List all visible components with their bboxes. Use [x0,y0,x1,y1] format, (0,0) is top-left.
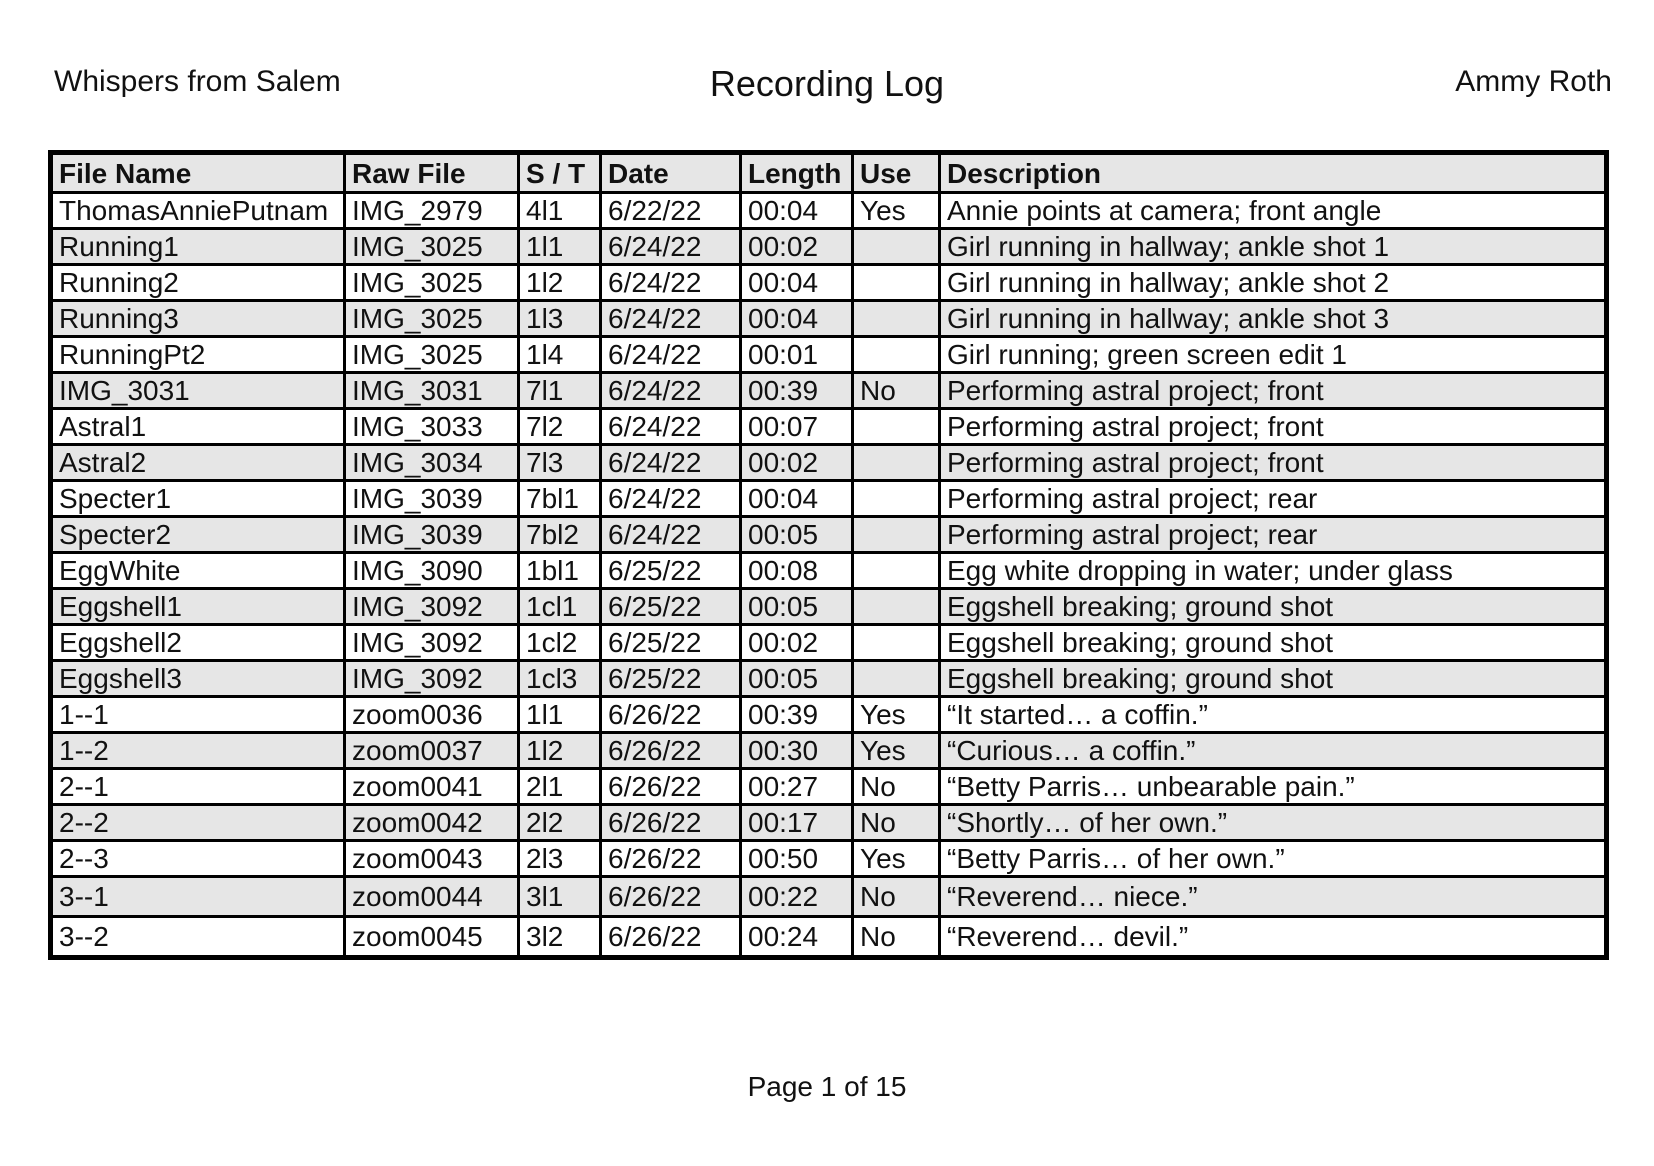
table-row [51,805,1607,841]
cell-date: 6/24/22 [601,517,741,553]
cell-length: 00:02 [741,445,853,481]
cell-use [853,301,940,337]
cell-raw-file: zoom0045 [345,917,519,958]
cell-description: “Shortly… of her own.” [940,805,1607,841]
cell-scene-take: 7bl1 [519,481,601,517]
cell-description: Eggshell breaking; ground shot [940,661,1607,697]
cell-raw-file: IMG_3092 [345,661,519,697]
cell-length: 00:17 [741,805,853,841]
table-row [51,409,1607,445]
table-row [51,337,1607,373]
cell-scene-take: 1l3 [519,301,601,337]
cell-scene-take: 7l2 [519,409,601,445]
cell-date: 6/24/22 [601,229,741,265]
cell-scene-take: 1l4 [519,337,601,373]
table-row [51,917,1607,958]
cell-file-name: RunningPt2 [51,337,345,373]
table-body [51,193,1607,958]
cell-raw-file: IMG_3025 [345,301,519,337]
column-header-date: Date [601,153,741,193]
cell-use: Yes [853,697,940,733]
cell-raw-file: IMG_3039 [345,481,519,517]
table-row [51,661,1607,697]
cell-date: 6/24/22 [601,337,741,373]
cell-description: Annie points at camera; front angle [940,193,1607,229]
column-header-scene-take: S / T [519,153,601,193]
cell-raw-file: IMG_3090 [345,553,519,589]
cell-length: 00:30 [741,733,853,769]
cell-use: No [853,373,940,409]
cell-scene-take: 2l2 [519,805,601,841]
cell-raw-file: zoom0044 [345,877,519,917]
cell-use: No [853,769,940,805]
cell-scene-take: 1l1 [519,229,601,265]
table-row [51,373,1607,409]
cell-file-name: Specter2 [51,517,345,553]
table-row [51,265,1607,301]
cell-description: “Betty Parris… of her own.” [940,841,1607,877]
cell-use: No [853,877,940,917]
cell-scene-take: 7l3 [519,445,601,481]
cell-description: Girl running in hallway; ankle shot 3 [940,301,1607,337]
cell-scene-take: 1l2 [519,265,601,301]
cell-date: 6/26/22 [601,769,741,805]
cell-raw-file: IMG_2979 [345,193,519,229]
cell-length: 00:50 [741,841,853,877]
column-header-use: Use [853,153,940,193]
cell-description: Performing astral project; rear [940,517,1607,553]
cell-file-name: Eggshell1 [51,589,345,625]
column-header-file-name: File Name [51,153,345,193]
cell-use: Yes [853,841,940,877]
table-row [51,625,1607,661]
cell-raw-file: IMG_3025 [345,229,519,265]
cell-length: 00:08 [741,553,853,589]
cell-file-name: Astral1 [51,409,345,445]
recording-log-table [48,150,1609,960]
cell-raw-file: IMG_3092 [345,625,519,661]
cell-scene-take: 1cl3 [519,661,601,697]
cell-use [853,625,940,661]
cell-date: 6/26/22 [601,733,741,769]
cell-use [853,589,940,625]
cell-scene-take: 2l3 [519,841,601,877]
cell-description: Performing astral project; front [940,409,1607,445]
cell-raw-file: IMG_3025 [345,265,519,301]
table-row [51,589,1607,625]
cell-file-name: Astral2 [51,445,345,481]
cell-description: “Curious… a coffin.” [940,733,1607,769]
cell-file-name: 1--2 [51,733,345,769]
table-row [51,445,1607,481]
cell-date: 6/24/22 [601,481,741,517]
cell-scene-take: 2l1 [519,769,601,805]
cell-description: Performing astral project; front [940,445,1607,481]
table-row [51,877,1607,917]
cell-date: 6/26/22 [601,917,741,958]
cell-use [853,661,940,697]
cell-raw-file: IMG_3031 [345,373,519,409]
table-row [51,301,1607,337]
cell-date: 6/25/22 [601,661,741,697]
cell-description: Egg white dropping in water; under glass [940,553,1607,589]
cell-file-name: 3--1 [51,877,345,917]
cell-date: 6/25/22 [601,625,741,661]
column-header-description: Description [940,153,1607,193]
cell-use [853,265,940,301]
table-row [51,229,1607,265]
cell-date: 6/24/22 [601,373,741,409]
cell-use: Yes [853,733,940,769]
cell-file-name: 2--3 [51,841,345,877]
cell-date: 6/24/22 [601,445,741,481]
cell-length: 00:05 [741,589,853,625]
cell-raw-file: IMG_3039 [345,517,519,553]
cell-file-name: Running1 [51,229,345,265]
cell-description: Eggshell breaking; ground shot [940,589,1607,625]
cell-length: 00:01 [741,337,853,373]
cell-use [853,409,940,445]
cell-scene-take: 1cl2 [519,625,601,661]
cell-length: 00:05 [741,517,853,553]
cell-description: Girl running in hallway; ankle shot 1 [940,229,1607,265]
table-header-row [51,153,1607,193]
cell-length: 00:05 [741,661,853,697]
cell-date: 6/26/22 [601,841,741,877]
cell-scene-take: 1cl1 [519,589,601,625]
cell-raw-file: zoom0036 [345,697,519,733]
cell-date: 6/25/22 [601,589,741,625]
cell-use [853,337,940,373]
cell-raw-file: zoom0042 [345,805,519,841]
cell-date: 6/26/22 [601,805,741,841]
cell-raw-file: zoom0043 [345,841,519,877]
cell-description: “Reverend… devil.” [940,917,1607,958]
cell-length: 00:39 [741,373,853,409]
cell-date: 6/25/22 [601,553,741,589]
project-title: Whispers from Salem [54,65,341,98]
cell-scene-take: 1l1 [519,697,601,733]
cell-file-name: Eggshell3 [51,661,345,697]
cell-scene-take: 3l1 [519,877,601,917]
cell-length: 00:04 [741,301,853,337]
cell-scene-take: 3l2 [519,917,601,958]
cell-use: No [853,805,940,841]
cell-file-name: Running2 [51,265,345,301]
cell-date: 6/22/22 [601,193,741,229]
cell-use [853,553,940,589]
page-title: Recording Log [709,63,945,104]
cell-use: Yes [853,193,940,229]
cell-file-name: EggWhite [51,553,345,589]
cell-length: 00:04 [741,265,853,301]
cell-description: Performing astral project; front [940,373,1607,409]
cell-raw-file: IMG_3092 [345,589,519,625]
cell-raw-file: IMG_3025 [345,337,519,373]
cell-length: 00:04 [741,481,853,517]
cell-date: 6/24/22 [601,265,741,301]
cell-use [853,481,940,517]
table-row [51,733,1607,769]
cell-raw-file: zoom0037 [345,733,519,769]
cell-raw-file: IMG_3033 [345,409,519,445]
cell-raw-file: zoom0041 [345,769,519,805]
cell-file-name: ThomasAnniePutnam [51,193,345,229]
cell-description: “Reverend… niece.” [940,877,1607,917]
author-name: Ammy Roth [1455,65,1612,98]
cell-scene-take: 7l1 [519,373,601,409]
cell-length: 00:39 [741,697,853,733]
cell-scene-take: 7bl2 [519,517,601,553]
cell-description: “Betty Parris… unbearable pain.” [940,769,1607,805]
cell-scene-take: 1l2 [519,733,601,769]
table-row [51,841,1607,877]
cell-date: 6/26/22 [601,697,741,733]
cell-scene-take: 1bl1 [519,553,601,589]
cell-use [853,445,940,481]
cell-date: 6/24/22 [601,409,741,445]
cell-length: 00:07 [741,409,853,445]
table-row [51,481,1607,517]
cell-description: “It started… a coffin.” [940,697,1607,733]
cell-length: 00:22 [741,877,853,917]
cell-scene-take: 4l1 [519,193,601,229]
column-header-length: Length [741,153,853,193]
cell-description: Girl running in hallway; ankle shot 2 [940,265,1607,301]
cell-date: 6/24/22 [601,301,741,337]
cell-file-name: 2--1 [51,769,345,805]
cell-length: 00:02 [741,229,853,265]
cell-length: 00:04 [741,193,853,229]
cell-length: 00:27 [741,769,853,805]
column-header-raw-file: Raw File [345,153,519,193]
cell-file-name: Eggshell2 [51,625,345,661]
cell-file-name: Specter1 [51,481,345,517]
cell-use [853,517,940,553]
table-row [51,517,1607,553]
table-row [51,553,1607,589]
cell-file-name: 3--2 [51,917,345,958]
cell-file-name: 2--2 [51,805,345,841]
cell-file-name: IMG_3031 [51,373,345,409]
cell-raw-file: IMG_3034 [345,445,519,481]
cell-date: 6/26/22 [601,877,741,917]
cell-description: Performing astral project; rear [940,481,1607,517]
cell-description: Eggshell breaking; ground shot [940,625,1607,661]
table-row [51,769,1607,805]
page-number: Page 1 of 15 [747,1071,907,1102]
cell-description: Girl running; green screen edit 1 [940,337,1607,373]
cell-file-name: 1--1 [51,697,345,733]
table-row [51,697,1607,733]
cell-use [853,229,940,265]
table-row [51,193,1607,229]
cell-length: 00:24 [741,917,853,958]
cell-file-name: Running3 [51,301,345,337]
cell-length: 00:02 [741,625,853,661]
cell-use: No [853,917,940,958]
